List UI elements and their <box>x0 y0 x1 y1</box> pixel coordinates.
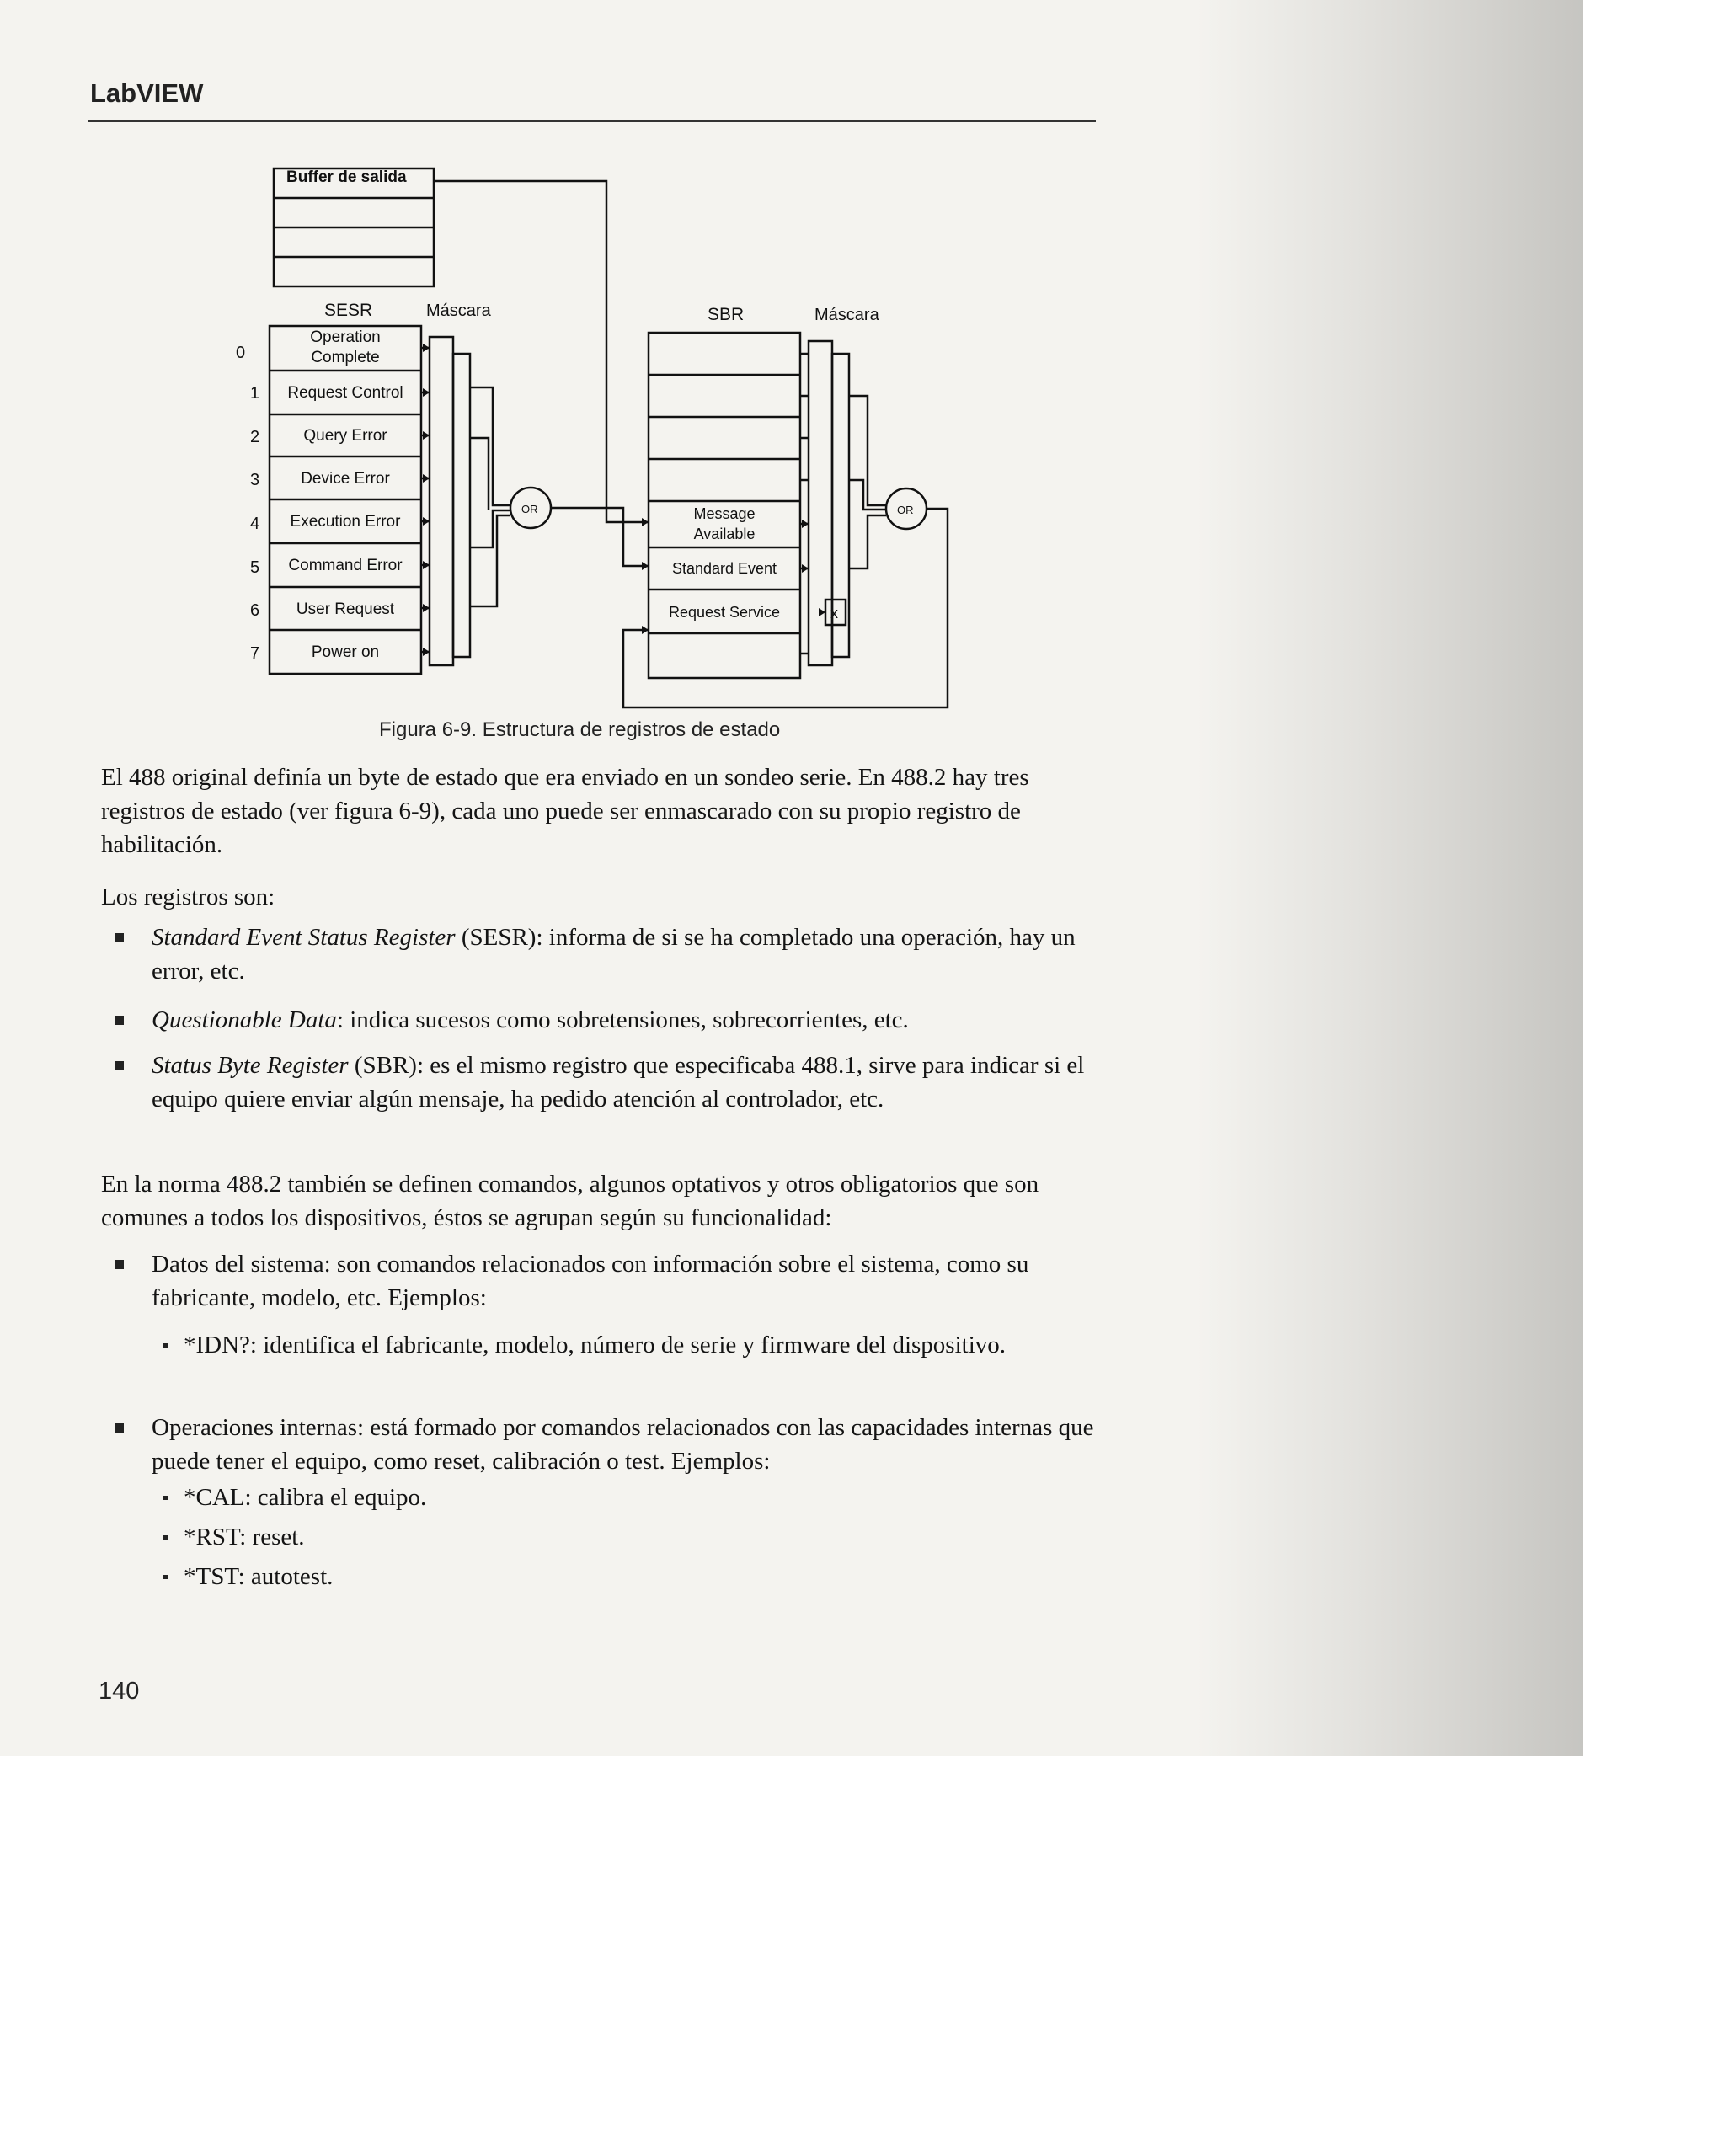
sesr-bit-name: Execution Error <box>290 513 401 531</box>
list-subitem-cal: *CAL: calibra el equipo. <box>160 1481 1095 1514</box>
x-label: x <box>830 605 838 622</box>
status-register-diagram <box>0 0 1095 758</box>
figure-caption: Figura 6-9. Estructura de registros de estado <box>379 718 781 741</box>
sbr-bit-name: Available <box>693 526 756 542</box>
sesr-bit-index: 2 <box>250 428 260 446</box>
bullet-square-icon <box>115 1061 124 1070</box>
sesr-bit-name: Request Control <box>287 384 403 402</box>
sbr-bit-name: Request Service <box>668 604 781 621</box>
list-item-sbr: Status Byte Register (SBR): es el mismo registro que especificaba 488.1, sirve para indicar si el equipo quiere enviar algún mensaje, ha pedido atención al controlador, etc. <box>101 1049 1095 1116</box>
mask-label-left: Máscara <box>426 302 491 320</box>
term: Standard Event Status Register <box>152 924 456 951</box>
sesr-bit-name: Power on <box>311 643 380 661</box>
paragraph-commands: En la norma 488.2 también se definen comandos, algunos optativos y otros obligatorios que son comunes a todos los dispositivos, éstos se agrupan según su funcionalidad: <box>101 1171 1039 1231</box>
bullet-dot-icon <box>163 1535 168 1540</box>
paragraph-registers-intro: Los registros son: <box>101 883 275 910</box>
sesr-bit-index: 7 <box>250 644 260 663</box>
bullet-square-icon <box>115 1016 124 1025</box>
sbr-bit-name: Standard Event <box>671 560 777 577</box>
sesr-bit-index: 3 <box>250 471 260 489</box>
term: Questionable Data <box>152 1006 337 1033</box>
buffer-label: Buffer de salida <box>286 168 407 186</box>
sesr-bit-name: Device Error <box>301 470 390 488</box>
list-item-sesr: Standard Event Status Register (SESR): informa de si se ha completado una operación, hay un error, etc. <box>101 921 1095 988</box>
background <box>0 1756 1725 2156</box>
sesr-bit-index: 4 <box>250 515 260 533</box>
or-label-left: OR <box>521 503 538 515</box>
sesr-bit-name: Command Error <box>288 557 403 574</box>
running-header: LabVIEW <box>90 78 204 108</box>
sesr-mask-register <box>430 337 453 665</box>
list-item-internal-ops: Operaciones internas: está formado por comandos relacionados con las capacidades internas que puede tener el equipo, como reset, calibración o test. Ejemplos: <box>101 1411 1095 1478</box>
list-subitem-tst: *TST: autotest. <box>160 1560 1095 1593</box>
sesr-bit-index: 5 <box>250 558 260 577</box>
mask-label-right: Máscara <box>814 306 879 324</box>
bullet-dot-icon <box>163 1575 168 1579</box>
sesr-bit-name: User Request <box>296 600 395 618</box>
sesr-bit-name: Complete <box>311 349 380 366</box>
paragraph-intro: El 488 original definía un byte de estado que era enviado en un sondeo serie. En 488.2 hay tres registros de estado (ver figura 6-9), cada uno puede ser enmascarado con su propio registro de habilitación. <box>101 764 1029 858</box>
bullet-dot-icon <box>163 1496 168 1500</box>
sbr-bit-name: Message <box>693 505 756 522</box>
or-label-right: OR <box>897 504 914 516</box>
list-item-system-data: Datos del sistema: son comandos relacionados con información sobre el sistema, como su fabricante, modelo, etc. Ejemplos: <box>101 1247 1095 1315</box>
sesr-bit-index: 0 <box>236 344 246 362</box>
bullet-dot-icon <box>163 1343 168 1348</box>
bullet-square-icon <box>115 933 124 942</box>
sesr-bit-name: Operation <box>310 328 381 346</box>
bullet-square-icon <box>115 1423 124 1433</box>
sesr-bit-name: Query Error <box>303 427 387 445</box>
list-subitem-idn: *IDN?: identifica el fabricante, modelo, número de serie y firmware del dispositivo. <box>160 1328 1095 1362</box>
sesr-bit-index: 1 <box>250 384 260 403</box>
sesr-label: SESR <box>324 301 373 320</box>
sbr-mask-register <box>809 341 832 665</box>
list-subitem-rst: *RST: reset. <box>160 1520 1095 1554</box>
sesr-bit-index: 6 <box>250 601 260 620</box>
term: Status Byte Register <box>152 1052 349 1079</box>
list-item-questionable-data: Questionable Data: indica sucesos como sobretensiones, sobrecorrientes, etc. <box>101 1003 1095 1037</box>
page-number: 140 <box>99 1678 140 1705</box>
bullet-square-icon <box>115 1260 124 1269</box>
sbr-label: SBR <box>708 305 745 324</box>
page-gutter-shadow <box>1196 0 1583 1756</box>
